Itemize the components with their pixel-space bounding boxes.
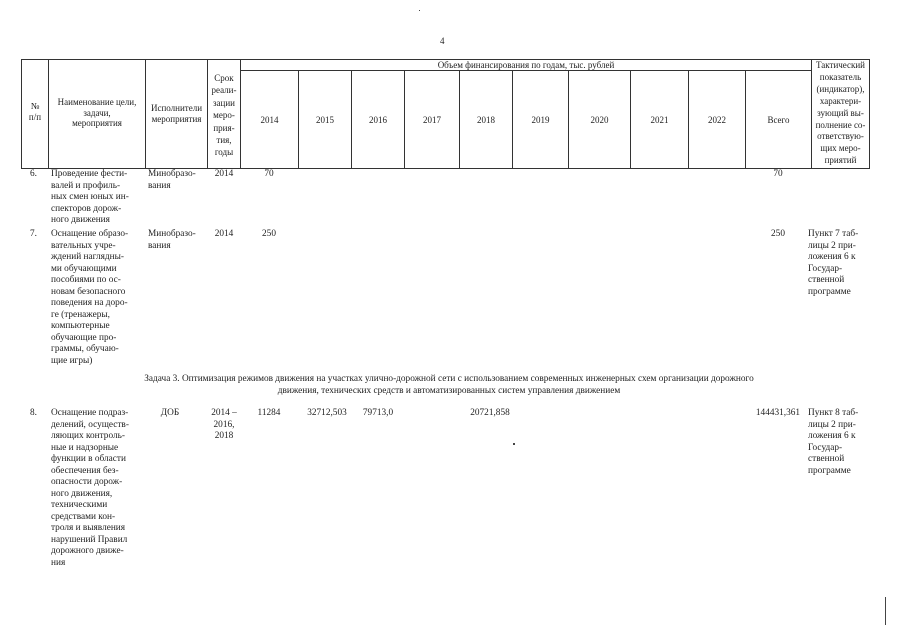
header-funding: Объем финансирования по годам, тыс. рублей [437,60,615,70]
row-7-term: 2014 [214,229,234,239]
row-8-2018: 20721,858 [470,408,510,418]
row-8-executor: ДОБ [160,408,180,418]
header-year-2014: 2014 [260,115,279,125]
header-name: Наименование цели, задачи, мероприятия [57,97,137,128]
row-7-num: 7. [30,229,37,239]
header-year-2018: 2018 [477,115,495,125]
header-indicator: Тактический показатель (индикатор), характери- зующий вы- полнение со- ответствую- щих меро- приятий [815,60,866,166]
header-num: № п/п [28,101,42,122]
row-7-name: Оснащение образо- вательных учре- ждений наглядны- ми обучающими пособиями по ос- новам безопасного поведения на доро- ге (тренажеры, компьютерные обучающие про- граммы, обучаю- щие игры) [51,229,129,366]
row-8-2015: 32712,503 [307,408,347,418]
row-6-2014: 70 [264,169,274,179]
header-year-2015: 2015 [316,115,334,125]
row-6-executor: Минобразо- вания [148,169,196,191]
scan-speck-top [419,10,420,11]
header-year-2016: 2016 [369,115,387,125]
row-6-name: Проведение фести- валей и профиль- ных смен юных ин- спекторов дорож- ного движения [51,169,129,225]
header-year-2022: 2022 [708,115,726,125]
header-executors: Исполнители мероприятия [150,103,203,124]
scan-edge-mark [885,597,886,625]
row-6-num: 6. [30,169,37,179]
row-8-name: Оснащение подраз- делений, осуществ- ляющих контроль- ные и надзорные функции в области обеспечения без- опасности дорож- ного движения, техническими средствами кон- троля и выявления нарушений Правил дорожного движе- ния [51,408,129,568]
row-8-num: 8. [30,408,37,418]
table-header [21,59,870,168]
row-8-total: 144431,361 [755,408,801,418]
row-7-total: 250 [771,229,785,239]
header-year-2021: 2021 [650,115,669,125]
task-3-heading: Задача 3. Оптимизация режимов движения на участках улично-дорожной сети с использованием современных инженерных схем организации дорожного движения, технических средств и автоматизированных систем управления движением [144,374,754,396]
row-6-total: 70 [773,169,783,179]
row-7-executor: Минобразо- вания [148,229,196,251]
row-8-term: 2014 – 2016, 2018 [211,408,237,441]
page-number: 4 [440,36,445,46]
header-year-2017: 2017 [423,115,441,125]
header-year-2019: 2019 [531,115,550,125]
row-7-2014: 250 [262,229,276,239]
row-8-2014: 11284 [257,408,281,418]
row-7-indicator: Пункт 7 таб- лицы 2 при- ложения 6 к Государ- ственной программе [808,229,859,297]
header-term: Срок реали- зации меро- прия- тия, годы [211,73,237,158]
row-8-indicator: Пункт 8 таб- лицы 2 при- ложения 6 к Государ- ственной программе [808,408,859,476]
scan-speck [513,443,515,445]
header-total: Всего [767,115,790,125]
header-year-2020: 2020 [590,115,609,125]
row-6-term: 2014 [214,169,234,179]
row-8-2016: 79713,0 [362,408,394,418]
